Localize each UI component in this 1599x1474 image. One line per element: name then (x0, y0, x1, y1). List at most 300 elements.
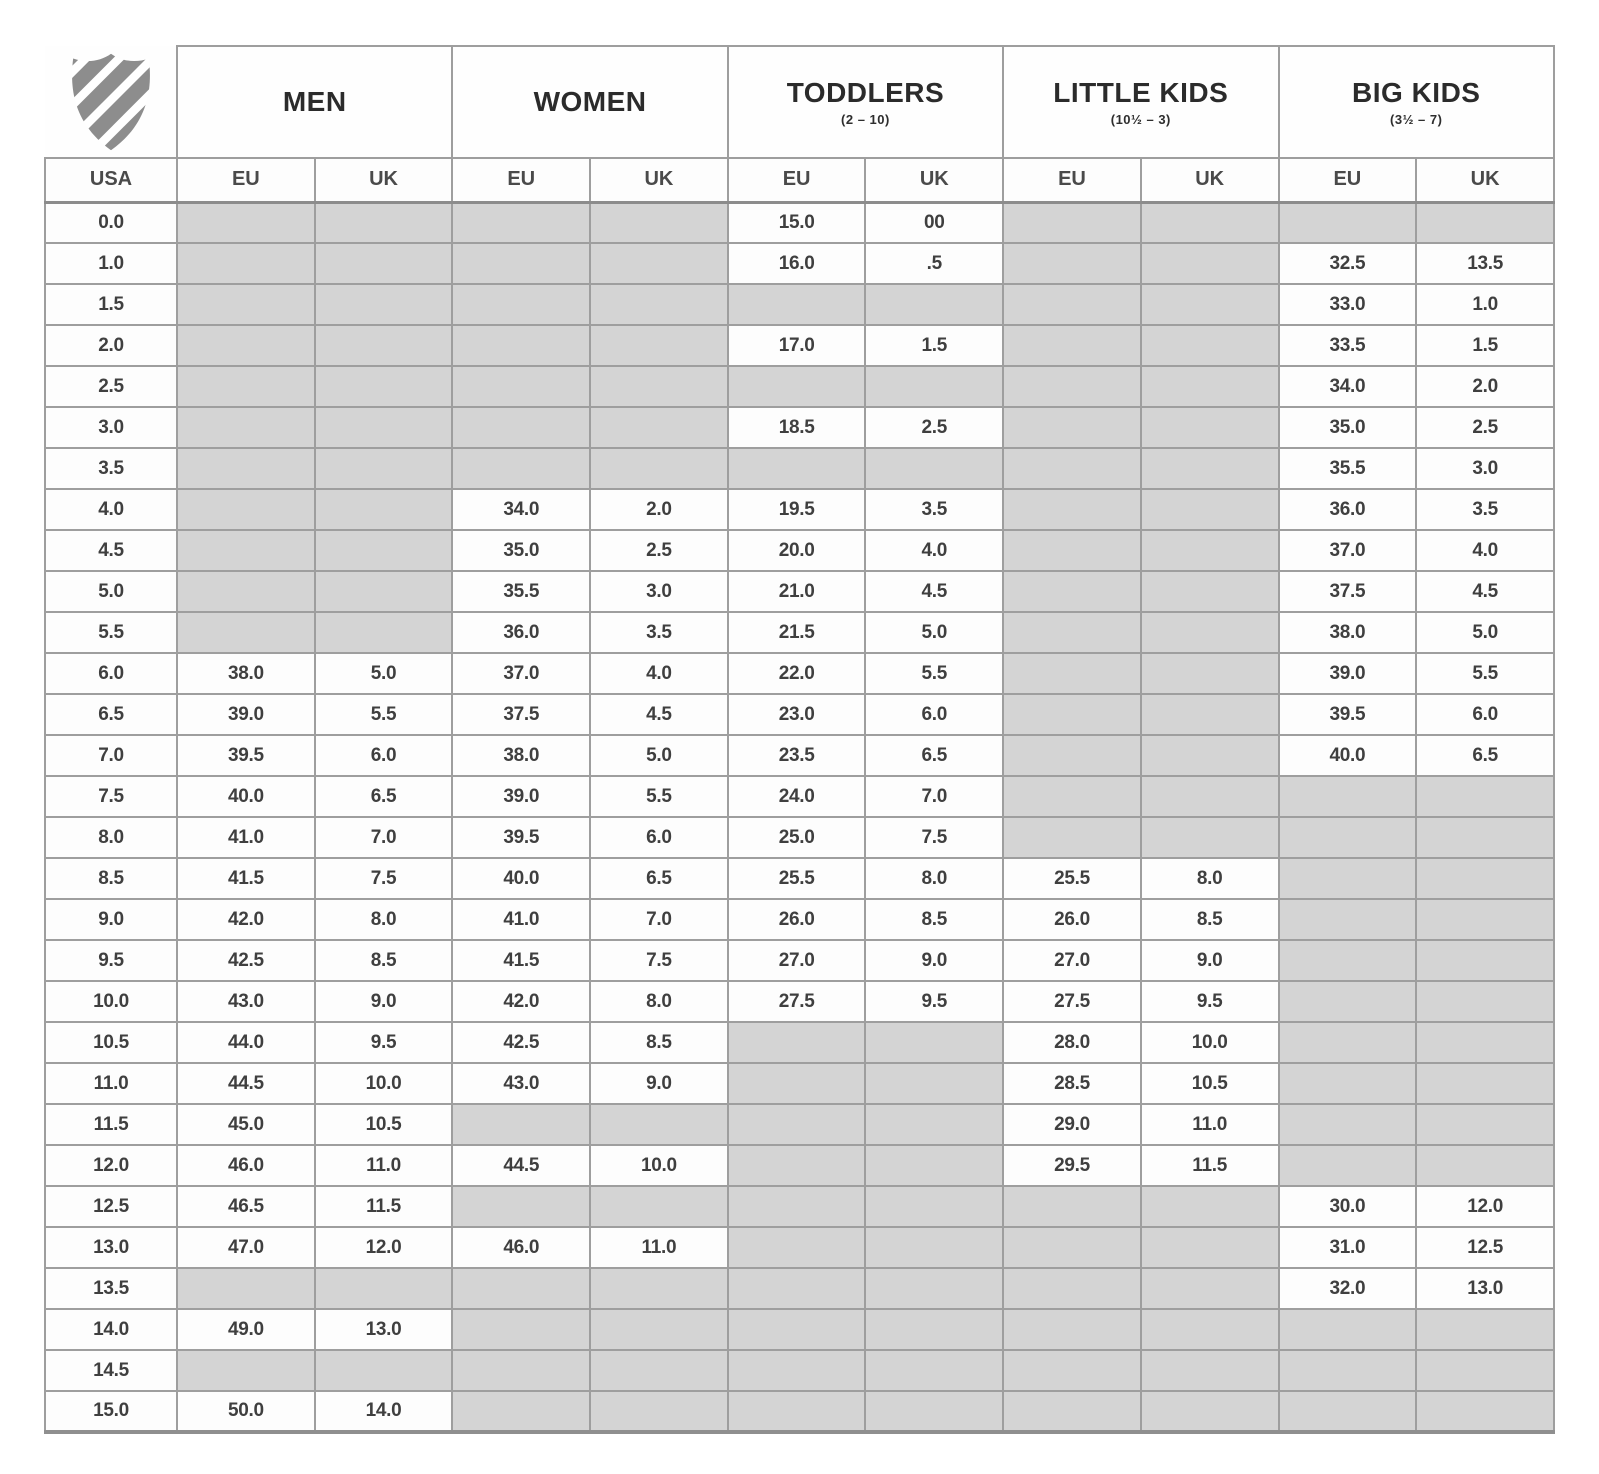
table-row (45, 735, 1554, 776)
size-cell (865, 1186, 1003, 1227)
size-cell: 12.0 (315, 1227, 453, 1268)
usa-size-cell: 14.0 (45, 1309, 177, 1350)
table-row (45, 1022, 1554, 1063)
usa-size-cell: 13.5 (45, 1268, 177, 1309)
size-cell: 10.0 (590, 1145, 728, 1186)
size-cell (315, 489, 453, 530)
size-cell (315, 1268, 453, 1309)
size-cell: 3.0 (590, 571, 728, 612)
size-cell (315, 1350, 453, 1391)
size-cell: 6.0 (865, 694, 1003, 735)
size-cell: 6.5 (315, 776, 453, 817)
size-cell (1279, 1022, 1417, 1063)
size-cell (177, 407, 315, 448)
usa-size-cell: 10.5 (45, 1022, 177, 1063)
size-cell (728, 1186, 866, 1227)
group-subtitle: (2 – 10) (841, 112, 890, 127)
group-label: LITTLE KIDS (1053, 77, 1229, 108)
size-cell (1003, 612, 1141, 653)
size-cell: 1.0 (1416, 284, 1554, 325)
size-cell (590, 448, 728, 489)
size-cell (1416, 1145, 1554, 1186)
size-cell (177, 284, 315, 325)
size-cell: 40.0 (452, 858, 590, 899)
size-cell: 14.0 (315, 1391, 453, 1432)
column-header-eu: EU (1003, 158, 1141, 202)
size-cell: 44.5 (452, 1145, 590, 1186)
table-row (45, 1350, 1554, 1391)
usa-size-cell: 1.0 (45, 243, 177, 284)
size-cell (1003, 530, 1141, 571)
size-cell: 9.0 (1141, 940, 1279, 981)
size-cell (728, 1268, 866, 1309)
table-row (45, 1145, 1554, 1186)
size-cell (1003, 366, 1141, 407)
size-cell (1141, 612, 1279, 653)
table-row (45, 940, 1554, 981)
size-cell (1416, 817, 1554, 858)
size-cell (728, 366, 866, 407)
size-cell: 7.0 (590, 899, 728, 940)
size-cell (728, 1391, 866, 1432)
size-cell: 23.0 (728, 694, 866, 735)
table-row (45, 899, 1554, 940)
size-cell (1141, 489, 1279, 530)
size-cell: 11.0 (315, 1145, 453, 1186)
size-cell (315, 530, 453, 571)
size-cell: 42.0 (452, 981, 590, 1022)
size-cell (1416, 1022, 1554, 1063)
size-cell: 6.0 (1416, 694, 1554, 735)
size-cell: 5.5 (865, 653, 1003, 694)
size-cell (590, 284, 728, 325)
size-cell (1416, 858, 1554, 899)
size-cell (865, 1063, 1003, 1104)
usa-size-cell: 9.5 (45, 940, 177, 981)
table-row (45, 243, 1554, 284)
size-cell (1141, 1268, 1279, 1309)
size-cell: 38.0 (177, 653, 315, 694)
size-cell: 39.5 (452, 817, 590, 858)
size-cell: 41.5 (177, 858, 315, 899)
size-cell (1416, 1391, 1554, 1432)
size-cell: 35.5 (1279, 448, 1417, 489)
size-cell (728, 448, 866, 489)
table-row (45, 817, 1554, 858)
size-cell: 9.0 (590, 1063, 728, 1104)
size-cell (315, 448, 453, 489)
size-cell: 22.0 (728, 653, 866, 694)
size-cell: 37.5 (1279, 571, 1417, 612)
size-cell: 8.5 (590, 1022, 728, 1063)
size-cell: 33.5 (1279, 325, 1417, 366)
usa-size-cell: 9.0 (45, 899, 177, 940)
size-cell (1416, 940, 1554, 981)
group-subtitle: (10½ – 3) (1110, 112, 1171, 127)
table-row (45, 489, 1554, 530)
size-cell (1141, 243, 1279, 284)
size-cell (452, 325, 590, 366)
size-cell: 8.5 (315, 940, 453, 981)
size-cell: 11.0 (590, 1227, 728, 1268)
size-cell: 00 (865, 202, 1003, 243)
size-cell: 40.0 (1279, 735, 1417, 776)
size-cell (590, 407, 728, 448)
size-cell: 4.0 (865, 530, 1003, 571)
table-row (45, 1268, 1554, 1309)
size-cell (1003, 653, 1141, 694)
size-cell: 13.0 (315, 1309, 453, 1350)
size-cell: 8.0 (315, 899, 453, 940)
size-cell (1003, 325, 1141, 366)
size-cell: 41.0 (452, 899, 590, 940)
size-cell (452, 1309, 590, 1350)
column-header-uk: UK (1141, 158, 1279, 202)
size-cell: 28.0 (1003, 1022, 1141, 1063)
size-cell (452, 202, 590, 243)
size-cell: 44.5 (177, 1063, 315, 1104)
size-cell: 6.5 (590, 858, 728, 899)
size-cell: 9.5 (1141, 981, 1279, 1022)
size-cell (1279, 817, 1417, 858)
table-row (45, 325, 1554, 366)
size-cell (1003, 489, 1141, 530)
size-cell (1141, 653, 1279, 694)
size-cell: 5.5 (1416, 653, 1554, 694)
group-label: TODDLERS (786, 77, 945, 108)
size-cell (728, 1145, 866, 1186)
table-row (45, 571, 1554, 612)
size-cell (590, 1268, 728, 1309)
size-cell: 25.5 (728, 858, 866, 899)
size-cell (1416, 776, 1554, 817)
size-cell (1141, 735, 1279, 776)
size-cell: 12.0 (1416, 1186, 1554, 1227)
size-cell: 41.0 (177, 817, 315, 858)
size-cell: 10.0 (315, 1063, 453, 1104)
size-cell: 16.0 (728, 243, 866, 284)
size-cell: 43.0 (177, 981, 315, 1022)
size-cell: 6.0 (315, 735, 453, 776)
size-cell: 33.0 (1279, 284, 1417, 325)
group-header-row (45, 46, 1554, 158)
table-row (45, 612, 1554, 653)
size-cell: 35.5 (452, 571, 590, 612)
size-cell: 28.5 (1003, 1063, 1141, 1104)
size-cell (1279, 1104, 1417, 1145)
usa-size-cell: 2.5 (45, 366, 177, 407)
size-cell: 21.0 (728, 571, 866, 612)
size-cell (177, 366, 315, 407)
size-cell: 37.0 (1279, 530, 1417, 571)
size-cell (1279, 202, 1417, 243)
size-cell: 1.5 (1416, 325, 1554, 366)
size-cell (1279, 1391, 1417, 1432)
column-header-eu: EU (1279, 158, 1417, 202)
size-cell: 46.0 (452, 1227, 590, 1268)
size-cell: 6.5 (1416, 735, 1554, 776)
size-cell (1003, 571, 1141, 612)
size-cell: 10.5 (315, 1104, 453, 1145)
size-cell (177, 243, 315, 284)
size-cell (1141, 1227, 1279, 1268)
size-cell: 2.5 (1416, 407, 1554, 448)
size-cell (1279, 899, 1417, 940)
size-cell (177, 612, 315, 653)
size-cell (1279, 1063, 1417, 1104)
usa-size-cell: 2.0 (45, 325, 177, 366)
size-cell (728, 1022, 866, 1063)
size-cell: 18.5 (728, 407, 866, 448)
size-cell (865, 1350, 1003, 1391)
group-header-men (177, 46, 452, 158)
table-row (45, 1309, 1554, 1350)
size-cell: 35.0 (452, 530, 590, 571)
size-cell (1279, 940, 1417, 981)
size-cell (728, 1309, 866, 1350)
size-cell: 27.5 (728, 981, 866, 1022)
size-cell: 35.0 (1279, 407, 1417, 448)
size-cell (1279, 1309, 1417, 1350)
usa-size-cell: 6.0 (45, 653, 177, 694)
size-cell: 37.5 (452, 694, 590, 735)
size-chart-table (44, 45, 1555, 1434)
size-cell: 29.0 (1003, 1104, 1141, 1145)
size-cell: 17.0 (728, 325, 866, 366)
size-cell: 31.0 (1279, 1227, 1417, 1268)
table-row (45, 530, 1554, 571)
size-cell (177, 1268, 315, 1309)
size-cell: 34.0 (1279, 366, 1417, 407)
size-cell: 26.0 (728, 899, 866, 940)
size-cell: 7.5 (315, 858, 453, 899)
size-cell: 9.0 (865, 940, 1003, 981)
size-cell: .5 (865, 243, 1003, 284)
size-cell: 2.0 (1416, 366, 1554, 407)
size-cell (1141, 1309, 1279, 1350)
size-cell: 46.5 (177, 1186, 315, 1227)
size-cell: 7.5 (590, 940, 728, 981)
size-cell: 9.5 (315, 1022, 453, 1063)
table-row (45, 366, 1554, 407)
size-cell (315, 366, 453, 407)
usa-size-cell: 7.5 (45, 776, 177, 817)
size-cell (1279, 776, 1417, 817)
size-cell (1416, 1104, 1554, 1145)
size-cell: 42.0 (177, 899, 315, 940)
column-header-uk: UK (1416, 158, 1554, 202)
size-cell: 37.0 (452, 653, 590, 694)
size-cell: 39.0 (177, 694, 315, 735)
size-cell (177, 202, 315, 243)
size-cell: 8.5 (865, 899, 1003, 940)
size-cell: 12.5 (1416, 1227, 1554, 1268)
size-cell: 7.5 (865, 817, 1003, 858)
size-cell: 8.0 (590, 981, 728, 1022)
size-cell: 36.0 (1279, 489, 1417, 530)
size-cell: 44.0 (177, 1022, 315, 1063)
size-cell: 4.5 (865, 571, 1003, 612)
size-cell (315, 407, 453, 448)
size-cell (1003, 1309, 1141, 1350)
column-header-eu: EU (728, 158, 866, 202)
size-cell: 30.0 (1279, 1186, 1417, 1227)
size-cell: 7.0 (865, 776, 1003, 817)
size-cell (865, 1309, 1003, 1350)
size-cell (1279, 1145, 1417, 1186)
usa-size-cell: 3.0 (45, 407, 177, 448)
size-cell (728, 1104, 866, 1145)
size-cell (1141, 1186, 1279, 1227)
size-cell: 4.5 (1416, 571, 1554, 612)
size-cell: 38.0 (1279, 612, 1417, 653)
size-cell (452, 1186, 590, 1227)
size-cell: 3.5 (1416, 489, 1554, 530)
size-cell (452, 1104, 590, 1145)
size-cell: 6.5 (865, 735, 1003, 776)
size-cell (865, 1227, 1003, 1268)
size-cell: 42.5 (177, 940, 315, 981)
usa-size-cell: 13.0 (45, 1227, 177, 1268)
table-row (45, 202, 1554, 243)
size-cell (728, 1227, 866, 1268)
size-cell (177, 1350, 315, 1391)
size-cell: 5.5 (315, 694, 453, 735)
size-cell (1003, 776, 1141, 817)
usa-size-cell: 4.0 (45, 489, 177, 530)
size-cell: 10.0 (1141, 1022, 1279, 1063)
size-cell (865, 1268, 1003, 1309)
size-cell: 39.5 (1279, 694, 1417, 735)
usa-size-cell: 5.0 (45, 571, 177, 612)
size-cell (1279, 1350, 1417, 1391)
size-cell (177, 489, 315, 530)
size-cell (728, 1063, 866, 1104)
size-cell (177, 571, 315, 612)
size-cell (1141, 325, 1279, 366)
size-cell (452, 284, 590, 325)
size-cell (1141, 202, 1279, 243)
size-cell: 32.5 (1279, 243, 1417, 284)
size-cell: 43.0 (452, 1063, 590, 1104)
size-cell: 29.5 (1003, 1145, 1141, 1186)
table-row (45, 694, 1554, 735)
size-cell (1141, 694, 1279, 735)
size-cell: 49.0 (177, 1309, 315, 1350)
usa-size-cell: 5.5 (45, 612, 177, 653)
size-cell (452, 1350, 590, 1391)
table-row (45, 1391, 1554, 1432)
size-cell (590, 1350, 728, 1391)
size-cell (1416, 1350, 1554, 1391)
size-cell (1279, 858, 1417, 899)
size-cell (177, 448, 315, 489)
size-cell: 38.0 (452, 735, 590, 776)
size-cell: 45.0 (177, 1104, 315, 1145)
usa-size-cell: 3.5 (45, 448, 177, 489)
group-label: MEN (282, 86, 347, 117)
size-cell (865, 284, 1003, 325)
size-cell (590, 325, 728, 366)
size-cell (1141, 284, 1279, 325)
size-cell: 9.5 (865, 981, 1003, 1022)
size-cell: 41.5 (452, 940, 590, 981)
size-cell: 3.0 (1416, 448, 1554, 489)
size-cell: 46.0 (177, 1145, 315, 1186)
table-row (45, 1104, 1554, 1145)
size-cell (1003, 284, 1141, 325)
group-header-women (452, 46, 727, 158)
size-cell: 4.0 (590, 653, 728, 694)
size-cell: 25.0 (728, 817, 866, 858)
size-cell: 15.0 (728, 202, 866, 243)
column-header-eu: EU (452, 158, 590, 202)
size-cell (865, 448, 1003, 489)
column-header-uk: UK (315, 158, 453, 202)
size-cell (1141, 366, 1279, 407)
size-cell (1141, 817, 1279, 858)
size-cell (1003, 817, 1141, 858)
size-cell (728, 284, 866, 325)
usa-size-cell: 12.5 (45, 1186, 177, 1227)
size-cell (1003, 448, 1141, 489)
size-cell: 39.5 (177, 735, 315, 776)
size-cell (1279, 981, 1417, 1022)
size-cell: 2.0 (590, 489, 728, 530)
table-row (45, 858, 1554, 899)
size-cell: 8.0 (865, 858, 1003, 899)
size-cell (452, 243, 590, 284)
size-cell (452, 1268, 590, 1309)
size-cell (1003, 1268, 1141, 1309)
size-cell: 23.5 (728, 735, 866, 776)
column-header-uk: UK (590, 158, 728, 202)
size-cell (1141, 1350, 1279, 1391)
column-header-row (45, 158, 1554, 202)
table-row (45, 1063, 1554, 1104)
usa-size-cell: 1.5 (45, 284, 177, 325)
usa-size-cell: 11.5 (45, 1104, 177, 1145)
size-cell (865, 1104, 1003, 1145)
table-row (45, 653, 1554, 694)
size-cell: 13.0 (1416, 1268, 1554, 1309)
size-cell: 5.5 (590, 776, 728, 817)
size-cell (1141, 776, 1279, 817)
column-header-eu: EU (177, 158, 315, 202)
size-cell: 3.5 (590, 612, 728, 653)
usa-size-cell: 10.0 (45, 981, 177, 1022)
size-cell (1416, 202, 1554, 243)
size-cell: 26.0 (1003, 899, 1141, 940)
size-cell (1003, 1186, 1141, 1227)
size-cell: 27.0 (1003, 940, 1141, 981)
usa-size-cell: 6.5 (45, 694, 177, 735)
usa-size-cell: 7.0 (45, 735, 177, 776)
size-cell (1141, 530, 1279, 571)
size-cell (1141, 407, 1279, 448)
size-cell (1141, 1391, 1279, 1432)
usa-size-cell: 12.0 (45, 1145, 177, 1186)
size-cell (865, 366, 1003, 407)
size-cell (1003, 202, 1141, 243)
size-cell (728, 1350, 866, 1391)
size-cell (452, 1391, 590, 1432)
size-table-body (45, 202, 1554, 1432)
size-cell: 20.0 (728, 530, 866, 571)
table-row (45, 981, 1554, 1022)
size-cell (1416, 1309, 1554, 1350)
usa-size-cell: 0.0 (45, 202, 177, 243)
